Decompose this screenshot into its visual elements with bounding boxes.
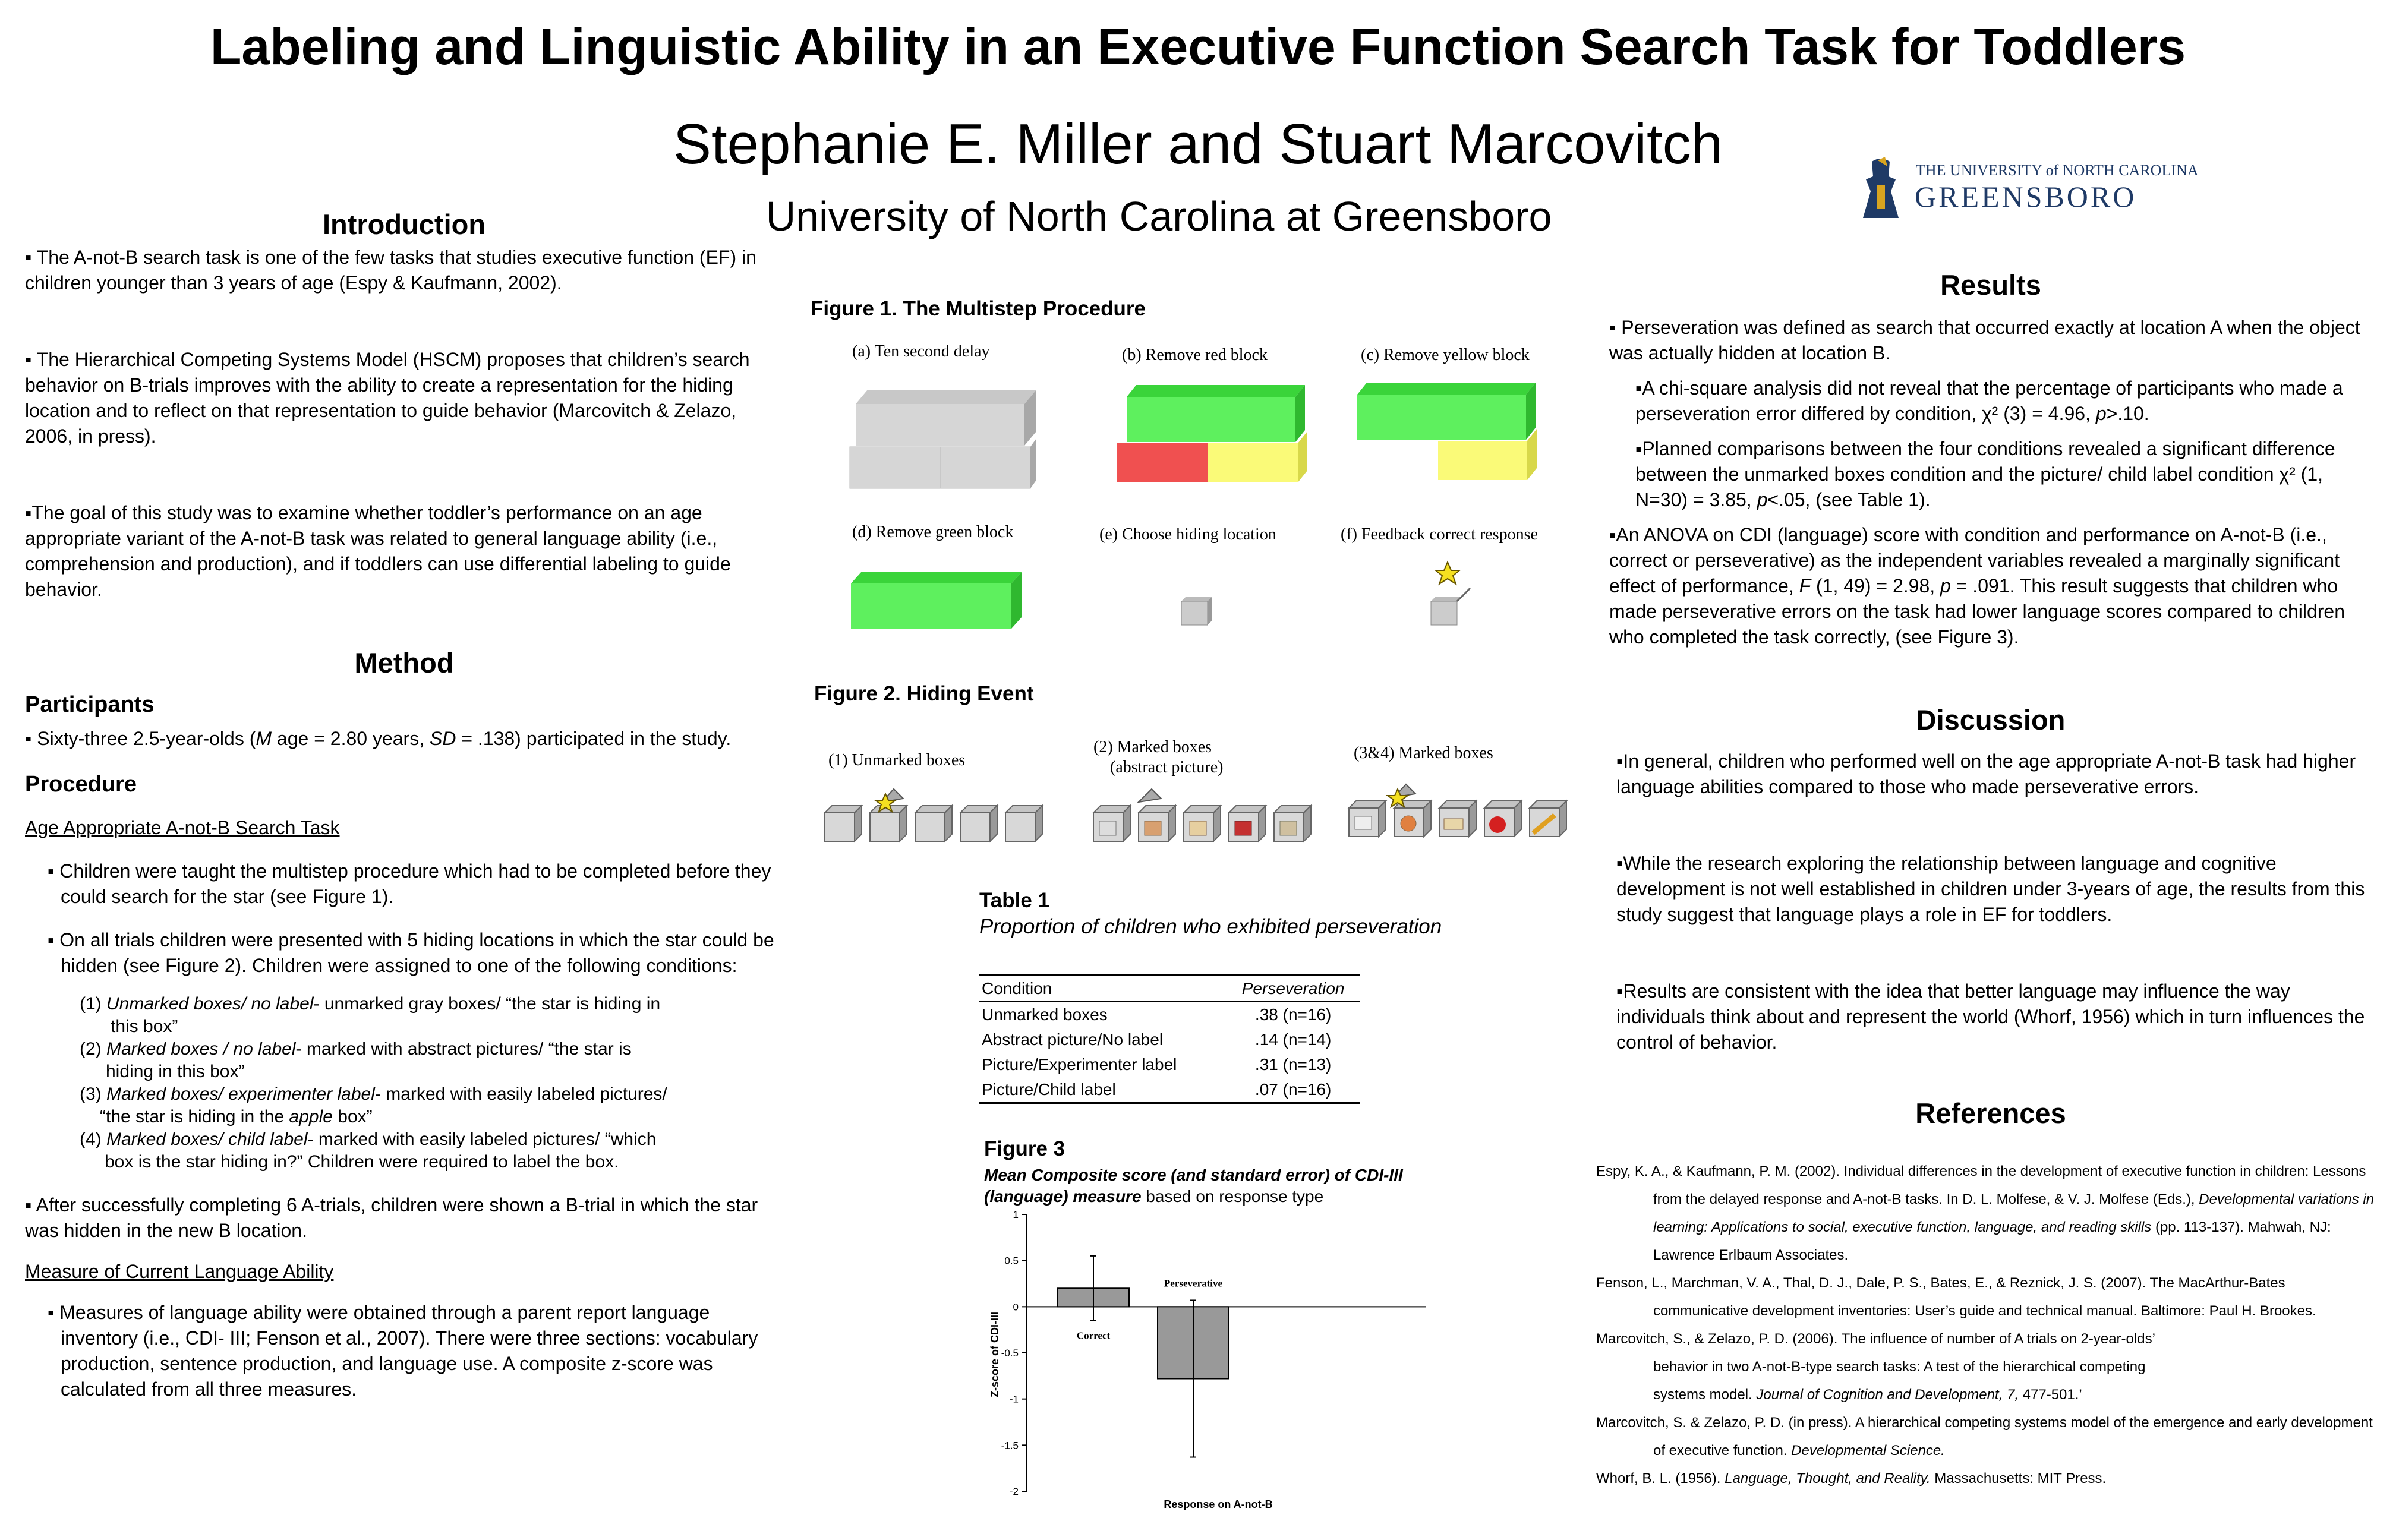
- reference-item: Fenson, L., Marchman, V. A., Thal, D. J., Dale, P. S., Bates, E., & Reznick, J. S. (2007). The MacArthur-Bates communicative development inventories: User’s guide and technical manual. Baltimore: Paul H. Brookes.: [1596, 1275, 2316, 1319]
- table-cell: Unmarked boxes: [982, 1005, 1108, 1024]
- category-label: Perseverative: [1164, 1277, 1223, 1289]
- figure2-label: (abstract picture): [1110, 758, 1224, 777]
- table-header-cell: Perseveration: [1227, 976, 1360, 1002]
- x-axis-label: Response on A-not-B: [1164, 1498, 1273, 1510]
- condition-item-cont: box is the star hiding in?” Children were required to label the box.: [105, 1152, 619, 1172]
- intro-paragraph: ▪ The A-not-B search task is one of the few tasks that studies executive function (EF) in children younger than 3 years of age (Espy & Kaufmann, 2002).: [25, 247, 756, 294]
- condition-item: (2) Marked boxes / no label- marked with abstract pictures/ “the star is: [80, 1039, 632, 1059]
- table1-title: Table 1: [979, 889, 1050, 912]
- category-label: Correct: [1076, 1330, 1111, 1342]
- y-tick-label: 0.5: [1004, 1255, 1019, 1267]
- y-tick-label: -2: [1009, 1486, 1019, 1497]
- condition-item: (1) Unmarked boxes/ no label- unmarked gray boxes/ “the star is hiding in: [80, 994, 661, 1014]
- figure1-label: (c) Remove yellow block: [1361, 346, 1530, 364]
- results-paragraph: ▪ Perseveration was defined as search that occurred exactly at location A when the object was actually hidden at location B.: [1609, 317, 2360, 364]
- introduction-heading: Introduction: [322, 209, 486, 240]
- table-cell: Picture/Child label: [979, 1077, 1227, 1103]
- table-row: [979, 1052, 1360, 1077]
- method-heading: Method: [354, 647, 454, 679]
- table1-subtitle: Proportion of children who exhibited perseveration: [979, 915, 1442, 938]
- bars: [1058, 1256, 1229, 1457]
- results-paragraph: ▪Planned comparisons between the four conditions revealed a significant difference between the unmarked boxes condition and the picture/ child label condition χ² (1, N=30) = 3.85, p<.05, (see Table 1).: [1635, 438, 2335, 510]
- y-tick-label: -0.5: [1001, 1348, 1019, 1359]
- colored-blocks-c: [1357, 383, 1537, 480]
- logo-subtitle: THE UNIVERSITY of NORTH CAROLINA: [1916, 162, 2199, 179]
- table-cell: Abstract picture/No label: [982, 1030, 1164, 1049]
- table-row: [979, 1002, 1360, 1027]
- discussion-paragraph: ▪While the research exploring the relationship between language and cognitive development is not well established in children under 3-years of age, the results from this study suggest that language plays a role in EF for toddlers.: [1616, 853, 2365, 925]
- condition-item: (3) Marked boxes/ experimenter label- marked with easily labeled pictures/: [80, 1084, 667, 1104]
- logo-wordmark: GREENSBORO: [1915, 180, 2137, 213]
- figure2-label: (1) Unmarked boxes: [828, 751, 966, 769]
- figure3-title: Figure 3: [984, 1137, 1065, 1160]
- box-with-star: [1431, 562, 1470, 625]
- table-cell: Picture/Experimenter label: [982, 1055, 1177, 1074]
- reference-item: Whorf, B. L. (1956). Language, Thought, and Reality. Massachusetts: MIT Press.: [1596, 1470, 2107, 1487]
- condition-item-cont: hiding in this box”: [106, 1062, 245, 1081]
- figure2-label: (2) Marked boxes: [1093, 738, 1212, 756]
- condition-item-cont: “the star is hiding in the apple box”: [100, 1107, 373, 1126]
- table-header-row: [979, 976, 1360, 1002]
- table-row: [979, 1077, 1360, 1103]
- figure1-label: (e) Choose hiding location: [1099, 525, 1276, 544]
- condition-item: (4) Marked boxes/ child label- marked with easily labeled pictures/ “which: [80, 1129, 657, 1149]
- reference-item: Espy, K. A., & Kaufmann, P. M. (2002). Individual differences in the development of executive function in children: Lessons from the delayed response and A-not-B tasks. In D. L. Molfese, & V. J. Molfese (Eds.), Developmental variations in learning: Applications to social, executive function, language, and reading skills (pp. 113-137). Mahwah, NJ: Lawrence Erlbaum Associates.: [1596, 1163, 2375, 1263]
- condition-list: [25, 993, 780, 1173]
- method-bullet: ▪ Measures of language ability were obtained through a parent report language inventory (i.e., CDI- III; Fenson et al., 2007). There were three sections: vocabulary production, sentence production, and language use. A composite z-score was calculated from all three measures.: [48, 1302, 758, 1400]
- authors: Stephanie E. Miller and Stuart Marcovitch: [673, 112, 1723, 176]
- figure2-caption: Figure 2. Hiding Event: [814, 682, 1034, 705]
- introduction-section: [25, 245, 780, 602]
- figure1-label: (a) Ten second delay: [852, 342, 990, 361]
- figure3-chart: [975, 1206, 1462, 1527]
- poster-title: Labeling and Linguistic Ability in an Executive Function Search Task for Toddlers: [210, 18, 2186, 75]
- figure1-caption: Figure 1. The Multistep Procedure: [811, 297, 1146, 320]
- abstract-picture-boxes: [1093, 789, 1311, 841]
- method-bullet: ▪ On all trials children were presented with 5 hiding locations in which the star could be hidden (see Figure 2). Children were assigned to one of the following conditions:: [48, 929, 774, 976]
- intro-paragraph: ▪ The Hierarchical Competing Systems Model (HSCM) proposes that children’s search behavior on B-trials improves with the ability to create a representation for the hiding location and to reflect on that representation to guide behavior (Marcovitch & Zelazo, 2006, in press).: [25, 349, 750, 447]
- task-heading: Age Appropriate A-not-B Search Task: [25, 817, 340, 838]
- figure2-label: (3&4) Marked boxes: [1354, 744, 1493, 762]
- table-cell: .14 (n=14): [1254, 1030, 1332, 1049]
- results-section: [1609, 315, 2376, 650]
- measure-heading: Measure of Current Language Ability: [25, 1261, 334, 1282]
- green-block-d: [851, 572, 1022, 629]
- y-tick-label: -1: [1009, 1393, 1019, 1405]
- method-paragraph: ▪ After successfully completing 6 A-trials, children were shown a B-trial in which the star was hidden in the new B location.: [25, 1194, 758, 1241]
- participants-text: ▪ Sixty-three 2.5-year-olds (M age = 2.80 years, SD = .138) participated in the study.: [25, 728, 732, 749]
- colored-blocks-b: [1117, 385, 1307, 482]
- y-tick-label: -1.5: [1001, 1440, 1019, 1451]
- method-section: [25, 692, 780, 1402]
- figure1-illustration: [844, 380, 1593, 642]
- table-cell: .38 (n=16): [1254, 1005, 1332, 1024]
- spartan-icon: [1854, 156, 1908, 221]
- unmarked-boxes: [825, 789, 1042, 841]
- references-list: [1596, 1157, 2375, 1492]
- table-cell: .07 (n=16): [1227, 1077, 1360, 1103]
- y-ticks: [1001, 1209, 1027, 1497]
- university-logo: [1854, 156, 2199, 221]
- y-axis-label: Z-score of CDI-III: [989, 1311, 1001, 1398]
- results-paragraph: ▪An ANOVA on CDI (language) score with condition and performance on A-not-B (i.e., correct or perseverative) as the independent variables revealed a marginally significant effect of performance, F (1, 49) = 2.98, p = .091. This result suggests that children who made perseverative errors on the task had lower language scores compared to children who completed the task correctly, (see Figure 3).: [1609, 524, 2345, 648]
- reference-item: Marcovitch, S., & Zelazo, P. D. (2006). The influence of number of A trials on 2-year-olds’ behavior in two A-not-B-type search tasks: A test of the hierarchical competing systems model. Journal of Cognition and Development, 7, 477-501.’: [1596, 1331, 2155, 1403]
- figure3-subtitle: Mean Composite score (and standard error) of CDI-III (language) measure based on response type: [984, 1166, 1403, 1206]
- affiliation: University of North Carolina at Greensboro: [765, 193, 1552, 239]
- figure2-illustration: [820, 778, 1575, 850]
- results-paragraph: ▪A chi-square analysis did not reveal that the percentage of participants who made a perseveration error differed by condition, χ² (3) = 4.96, p>.10.: [1635, 377, 2343, 424]
- discussion-paragraph: ▪In general, children who performed well on the age appropriate A-not-B task had higher language abilities compared to those who made perseverative errors.: [1616, 750, 2356, 797]
- intro-paragraph: ▪The goal of this study was to examine whether toddler’s performance on an age appropriate variant of the A-not-B task was related to general language ability (i.e., comprehension and production), and if toddlers can use differential labeling to guide behavior.: [25, 502, 731, 600]
- table-header-cell: Condition: [979, 976, 1227, 1002]
- participants-heading: Participants: [25, 692, 155, 717]
- labeled-picture-boxes: [1349, 784, 1566, 837]
- hiding-box: [1181, 597, 1212, 625]
- reference-item: Marcovitch, S. & Zelazo, P. D. (in press). A hierarchical competing systems model of the emergence and early development of executive function. Developmental Science.: [1596, 1415, 2373, 1459]
- gray-blocks: [850, 390, 1036, 488]
- results-heading: Results: [1940, 269, 2041, 301]
- figure1-label: (f) Feedback correct response: [1341, 525, 1538, 544]
- discussion-heading: Discussion: [1916, 704, 2066, 736]
- figure1-label: (d) Remove green block: [852, 523, 1014, 541]
- figure1-label: (b) Remove red block: [1122, 346, 1268, 364]
- y-tick-label: 1: [1013, 1209, 1019, 1220]
- y-tick-label: 0: [1013, 1301, 1019, 1313]
- perseveration-table: [979, 974, 1360, 1104]
- condition-item-cont: this box”: [111, 1017, 178, 1036]
- table-row: [979, 1027, 1360, 1052]
- procedure-heading: Procedure: [25, 772, 137, 797]
- discussion-paragraph: ▪Results are consistent with the idea that better language may influence the way individuals think about and represent the world (Whorf, 1956) which in turn influences the control of behavior.: [1616, 980, 2365, 1053]
- method-bullet: ▪ Children were taught the multistep procedure which had to be completed before they could search for the star (see Figure 1).: [48, 860, 771, 907]
- discussion-section: [1616, 749, 2376, 1055]
- references-heading: References: [1915, 1097, 2066, 1129]
- table-cell: .31 (n=13): [1254, 1055, 1332, 1074]
